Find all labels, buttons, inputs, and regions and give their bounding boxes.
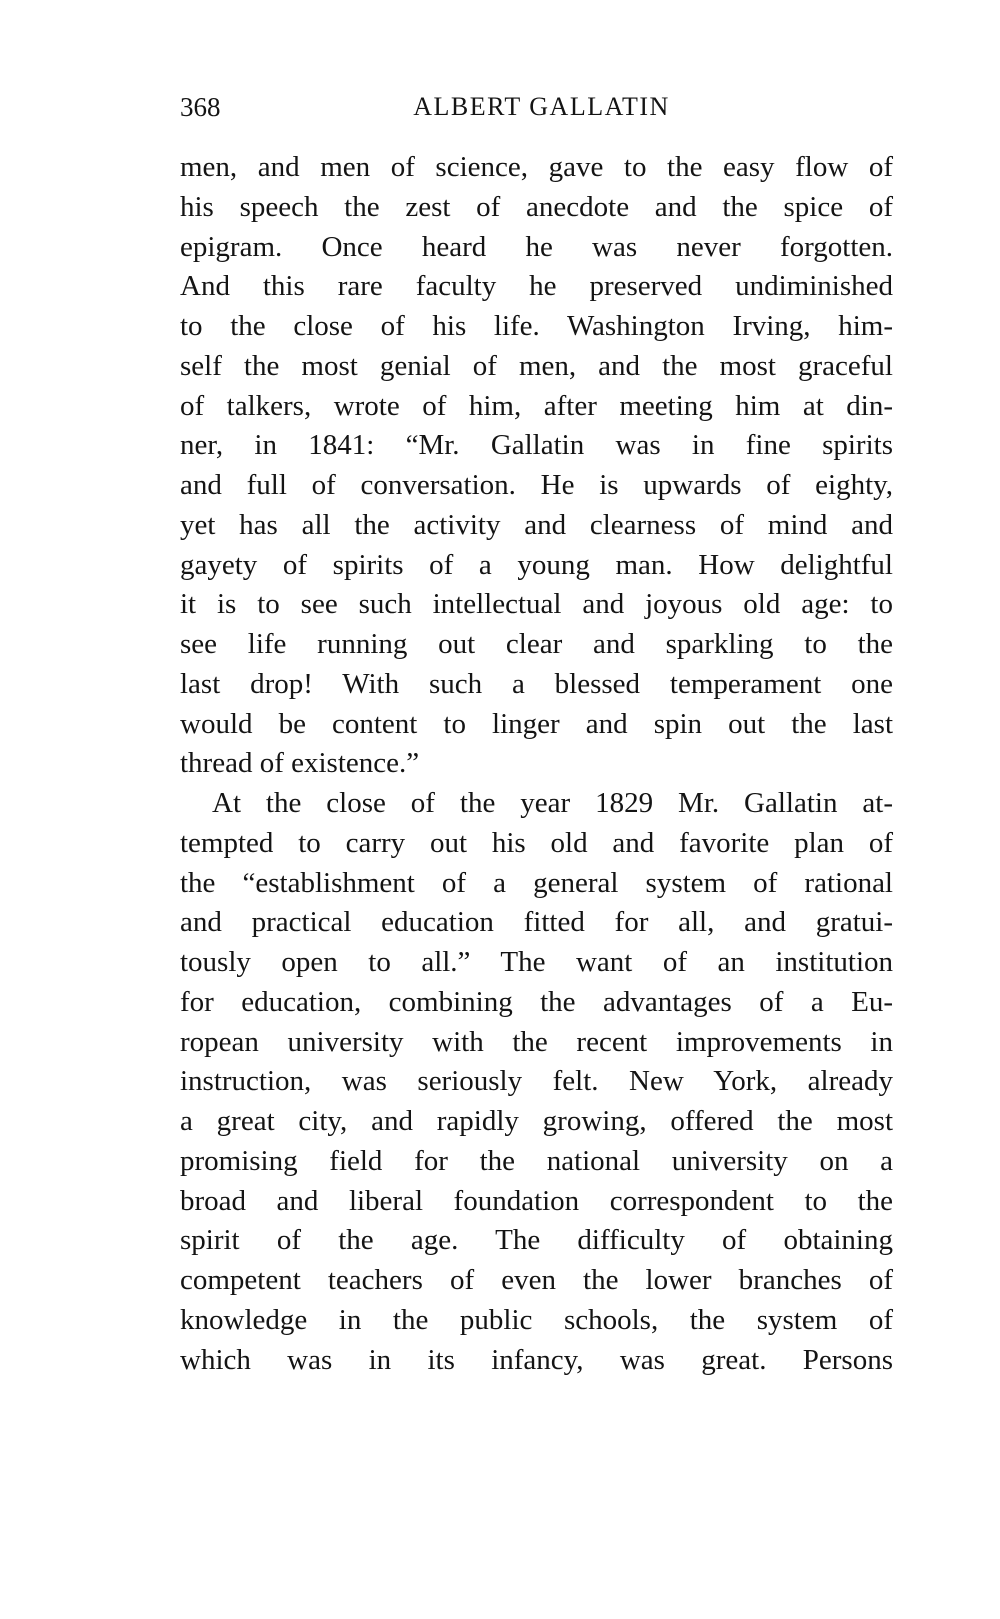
text-line: broad and liberal foundation correspondent to the xyxy=(180,1184,893,1217)
paragraph-1 xyxy=(180,148,893,784)
text-line: and full of conversation. He is upwards of eighty, xyxy=(180,469,893,501)
text-line: a great city, and rapidly growing, offered the most xyxy=(180,1105,893,1137)
page-number: 368 xyxy=(180,92,221,122)
text-line: tously open to all.” The want of an institution xyxy=(180,946,893,978)
text-line: spirit of the age. The difficulty of obtaining xyxy=(180,1224,893,1257)
text-line: self the most genial of men, and the most graceful xyxy=(180,349,893,382)
running-head: ALBERT GALLATIN xyxy=(413,92,670,121)
text-line: promising field for the national university on a xyxy=(180,1144,893,1177)
text-line: it is to see such intellectual and joyous old age: to xyxy=(180,588,893,621)
text-line: last drop! With such a blessed temperament one xyxy=(180,667,893,700)
text-line: ropean university with the recent improvements in xyxy=(180,1025,893,1058)
page-header xyxy=(180,92,893,128)
text-line: At the close of the year 1829 Mr. Gallatin at- xyxy=(212,787,893,819)
text-line: yet has all the activity and clearness of mind and xyxy=(180,508,893,541)
text-line: to the close of his life. Washington Irving, him- xyxy=(180,310,893,342)
paragraph-2 xyxy=(180,784,893,1380)
text-line: which was in its infancy, was great. Persons xyxy=(180,1343,893,1376)
text-line: competent teachers of even the lower branches of xyxy=(180,1264,893,1296)
text-line: the “establishment of a general system of rational xyxy=(180,866,893,899)
text-line: tempted to carry out his old and favorite plan of xyxy=(180,826,893,859)
text-line: and practical education fitted for all, and gratui- xyxy=(180,906,893,939)
body-text xyxy=(180,148,893,1380)
text-line: for education, combining the advantages of a Eu- xyxy=(180,985,893,1018)
text-line: see life running out clear and sparkling to the xyxy=(180,628,893,660)
text-line: his speech the zest of anecdote and the spice of xyxy=(180,190,893,223)
text-line: gayety of spirits of a young man. How delightful xyxy=(180,548,893,581)
text-line: thread of existence.” xyxy=(180,747,420,780)
text-line: would be content to linger and spin out the last xyxy=(180,707,893,740)
text-line: instruction, was seriously felt. New York, already xyxy=(180,1065,893,1098)
text-line: epigram. Once heard he was never forgotten. xyxy=(180,230,893,263)
text-line: men, and men of science, gave to the easy flow of xyxy=(180,151,893,183)
text-line: knowledge in the public schools, the system of xyxy=(180,1303,893,1336)
text-line: And this rare faculty he preserved undiminished xyxy=(180,270,893,303)
text-line: ner, in 1841: “Mr. Gallatin was in fine spirits xyxy=(180,429,893,462)
text-line: of talkers, wrote of him, after meeting him at din- xyxy=(180,389,893,422)
